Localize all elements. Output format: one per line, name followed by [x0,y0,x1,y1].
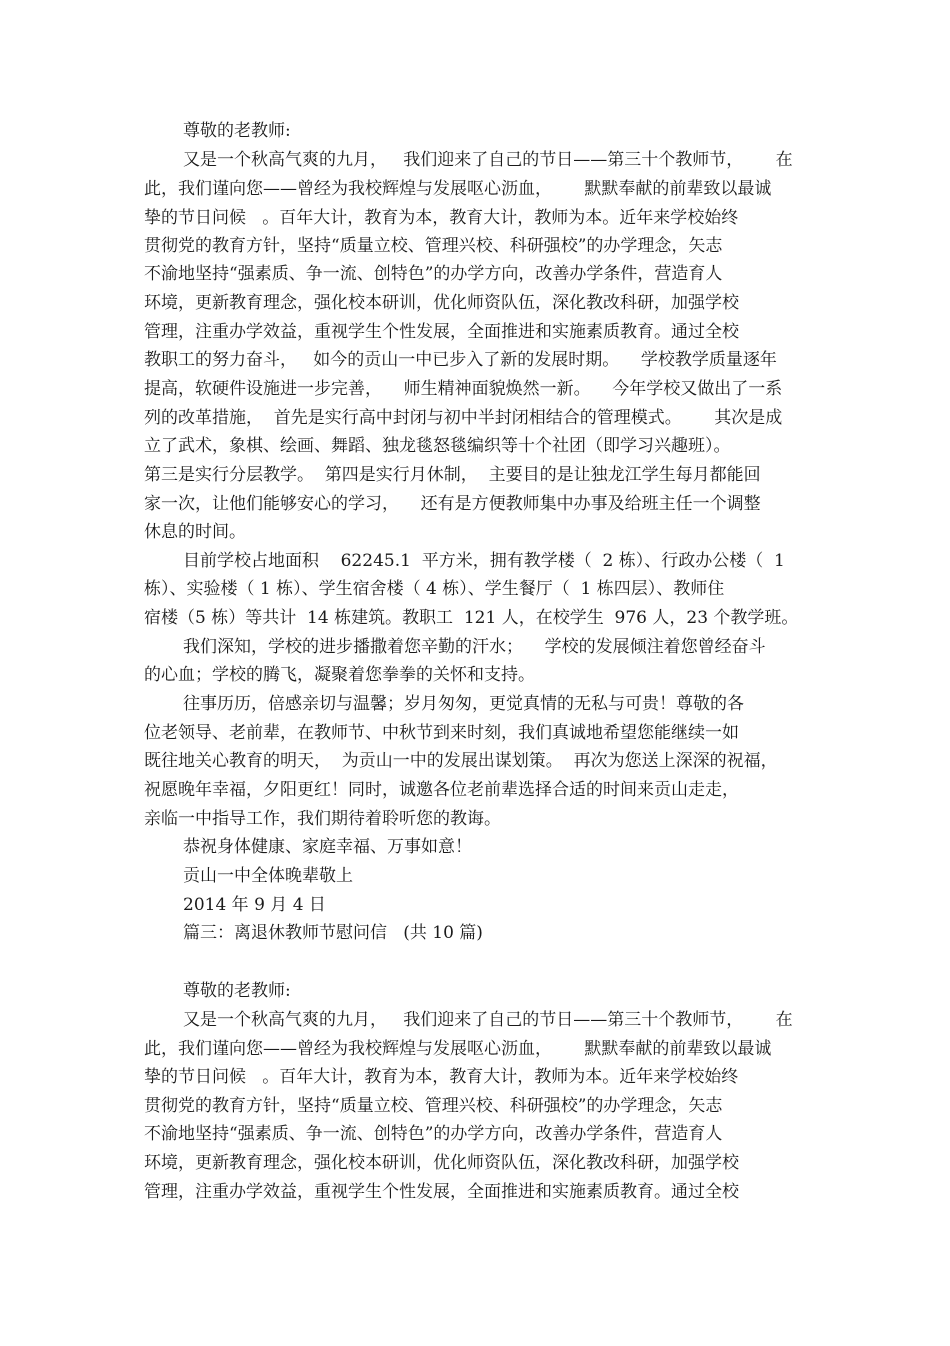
text-line: 环境，更新教育理念，强化校本研训，优化师资队伍，深化教改科研，加强学校 [144,293,739,313]
text-line: 的心血；学校的腾飞，凝聚着您拳拳的关怀和支持。 [144,665,535,685]
text-line: 又是一个秋高气爽的九月， 我们迎来了自己的节日——第三十个教师节， 在 [183,150,793,170]
text-line: 提高，软硬件设施进一步完善， 师生精神面貌焕然一新。 今年学校又做出了一系 [144,379,783,399]
text-line: 尊敬的老教师: [183,981,291,1001]
text-line: 环境，更新教育理念，强化校本研训，优化师资队伍，深化教改科研，加强学校 [144,1153,739,1173]
text-line: 不渝地坚持“强素质、争一流、创特色”的办学方向，改善办学条件，营造育人 [144,264,723,284]
section-heading: 篇三：离退休教师节慰问信 (共 10 篇) [183,923,483,943]
signature-line: 贡山一中全体晚辈敬上 [183,866,353,886]
text-line: 目前学校占地面积 62245.1 平方米，拥有教学楼（ 2 栋）、行政办公楼（ 1 [183,551,785,571]
text-line: 贯彻党的教育方针，坚持“质量立校、管理兴校、科研强校”的办学理念，矢志 [144,1096,723,1116]
text-line: 管理，注重办学效益，重视学生个性发展，全面推进和实施素质教育。通过全校 [144,322,739,342]
text-line: 管理，注重办学效益，重视学生个性发展，全面推进和实施素质教育。通过全校 [144,1182,739,1202]
text-line: 贯彻党的教育方针，坚持“质量立校、管理兴校、科研强校”的办学理念，矢志 [144,236,723,256]
text-line: 我们深知，学校的进步播撒着您辛勤的汗水； 学校的发展倾注着您曾经奋斗 [183,637,766,657]
text-line: 列的改革措施， 首先是实行高中封闭与初中半封闭相结合的管理模式。 其次是成 [144,408,783,428]
text-line: 不渝地坚持“强素质、争一流、创特色”的办学方向，改善办学条件，营造育人 [144,1124,723,1144]
text-line: 尊敬的老教师: [183,121,291,141]
text-line: 立了武术，象棋、绘画、舞蹈、独龙毯怒毯编织等十个社团（即学习兴趣班）。 [144,436,731,456]
text-line: 栋）、实验楼（ 1 栋）、学生宿舍楼（ 4 栋）、学生餐厅（ 1 栋四层）、教师住 [144,579,725,599]
text-line: 挚的节日问候 。百年大计，教育为本，教育大计，教师为本。近年来学校始终 [144,208,739,228]
text-line: 既往地关心教育的明天， 为贡山一中的发展出谋划策。 再次为您送上深深的祝福， [144,751,778,771]
text-line: 挚的节日问候 。百年大计，教育为本，教育大计，教师为本。近年来学校始终 [144,1067,739,1087]
text-line: 教职工的努力奋斗， 如今的贡山一中已步入了新的发展时期。 学校教学质量逐年 [144,350,777,370]
text-line: 家一次，让他们能够安心的学习， 还有是方便教师集中办事及给班主任一个调整 [144,494,761,514]
text-line: 第三是实行分层教学。 第四是实行月休制， 主要目的是让独龙江学生每月都能回 [144,465,761,485]
text-line: 位老领导、老前辈，在教师节、中秋节到来时刻，我们真诚地希望您能继续一如 [144,723,739,743]
text-line: 亲临一中指导工作，我们期待着聆听您的教诲。 [144,809,501,829]
text-line: 往事历历，倍感亲切与温馨；岁月匆匆，更觉真情的无私与可贵！尊敬的各 [183,694,744,714]
text-line: 此，我们谨向您——曾经为我校辉煌与发展呕心沥血， 默默奉献的前辈致以最诚 [144,179,772,199]
date-line: 2014 年 9 月 4 日 [183,895,326,915]
text-line: 休息的时间。 [144,522,246,542]
text-line: 又是一个秋高气爽的九月， 我们迎来了自己的节日——第三十个教师节， 在 [183,1010,793,1030]
text-line: 宿楼（5 栋）等共计 14 栋建筑。教职工 121 人，在校学生 976 人，23 个教学班。 [144,608,799,628]
text-line: 祝愿晚年幸福，夕阳更红！同时，诚邀各位老前辈选择合适的时间来贡山走走， [144,780,739,800]
text-line: 恭祝身体健康、家庭幸福、万事如意！ [183,837,472,857]
text-line: 此，我们谨向您——曾经为我校辉煌与发展呕心沥血， 默默奉献的前辈致以最诚 [144,1039,772,1059]
